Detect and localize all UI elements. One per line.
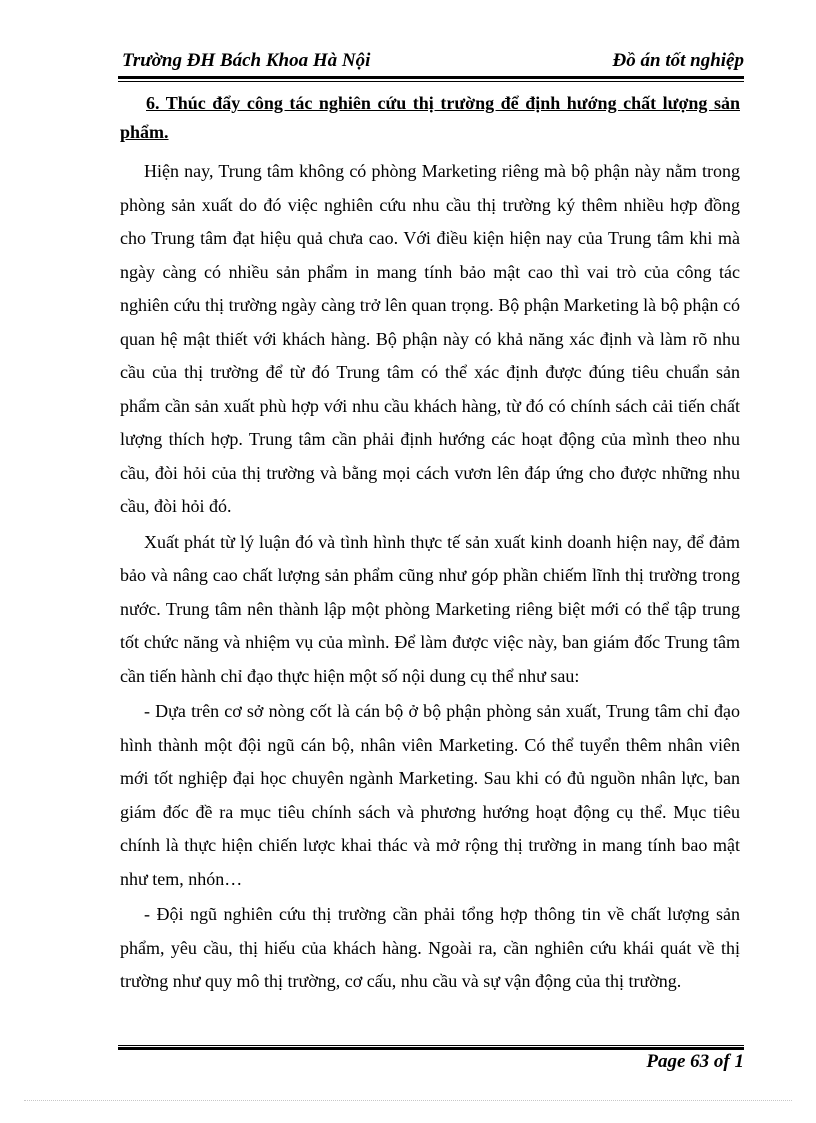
header-university: Trường ĐH Bách Khoa Hà Nội xyxy=(122,50,371,71)
paragraph: Xuất phát từ lý luận đó và tình hình thực tế sản xuất kinh doanh hiện nay, để đảm bảo và nâng cao chất lượng sản phẩm cũng như góp phần chiếm lĩnh thị trường trong nước. Trung tâm nên thành lập một phòng Marketing riêng biệt mới có thể tập trung tốt chức năng và nhiệm vụ của mình. Để làm được việc này, ban giám đốc Trung tâm cần tiến hành chỉ đạo thực hiện một số nội dung cụ thể như sau: xyxy=(120,531,740,686)
page-edge-divider xyxy=(24,1100,792,1101)
header-document-type: Đồ án tốt nghiệp xyxy=(612,50,744,71)
footer-rule xyxy=(118,1047,744,1050)
page-number: Page 63 of 1 xyxy=(646,1051,744,1072)
page-body xyxy=(120,89,740,999)
section-title: 6. Thúc đẩy công tác nghiên cứu thị trường để định hướng chất lượng sản phẩm. xyxy=(120,93,740,142)
paragraph: Hiện nay, Trung tâm không có phòng Marketing riêng mà bộ phận này nằm trong phòng sản xuất do đó việc nghiên cứu nhu cầu thị trường ký thêm nhiều hợp đồng cho Trung tâm đạt hiệu quả chưa cao. Với điều kiện hiện nay của Trung tâm khi mà ngày càng có nhiều sản phẩm in mang tính bảo mật cao thì vai trò của công tác nghiên cứu thị trường ngày càng trở lên quan trọng. Bộ phận Marketing là bộ phận có quan hệ mật thiết với khách hàng. Bộ phận này có khả năng xác định và làm rõ nhu cầu của thị trường để từ đó Trung tâm có thể xác định được đúng tiêu chuẩn sản phẩm cần sản xuất phù hợp với nhu cầu khách hàng, từ đó có chính sách cải tiến chất lượng thích hợp. Trung tâm cần phải định hướng các hoạt động của mình theo nhu cầu, đòi hỏi của thị trường và bằng mọi cách vươn lên đáp ứng cho được những nhu cầu, đòi hỏi đó. xyxy=(120,161,740,516)
bullet-paragraph: - Đội ngũ nghiên cứu thị trường cần phải tổng hợp thông tin về chất lượng sản phẩm, yêu cầu, thị hiếu của khách hàng. Ngoài ra, cần nghiên cứu khái quát về thị trường như quy mô thị trường, cơ cấu, nhu cầu và sự vận động của thị trường. xyxy=(120,904,740,991)
header-rule xyxy=(118,76,744,79)
bullet-paragraph: - Dựa trên cơ sở nòng cốt là cán bộ ở bộ phận phòng sản xuất, Trung tâm chỉ đạo hình thành một đội ngũ cán bộ, nhân viên Marketing. Có thể tuyển thêm nhân viên mới tốt nghiệp đại học chuyên ngành Marketing. Sau khi có đủ nguồn nhân lực, ban giám đốc đề ra mục tiêu chính sách và phương hướng hoạt động cụ thể. Mục tiêu chính là thực hiện chiến lược khai thác và mở rộng thị trường in mang tính bao mật như tem, nhón… xyxy=(120,701,740,889)
page-header xyxy=(118,46,744,76)
page-footer xyxy=(118,1051,744,1077)
